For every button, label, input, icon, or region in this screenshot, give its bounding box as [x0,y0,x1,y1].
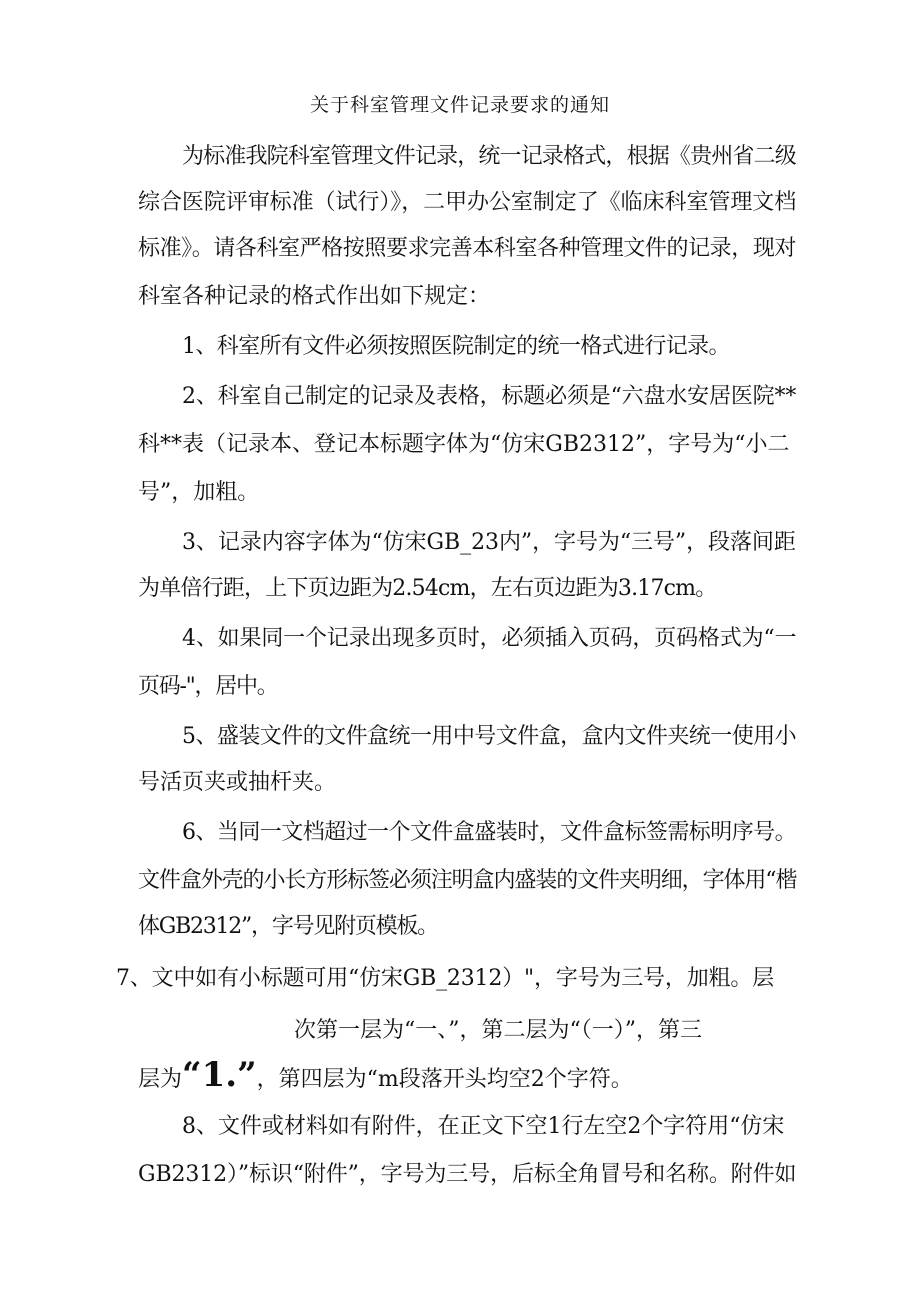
rule-item-6: 6、当同一文档超过一个文件盒盛装时，文件盒标签需标明序号。 [182,820,797,845]
paragraph-line: 综合医院评审标准（试行）》，二甲办公室制定了《临床科室管理文档 [138,190,797,215]
paragraph-line: 号”，加粗。 [138,480,260,505]
paragraph-line: 页码-"，居中。 [138,674,278,699]
rule-item-2: 2、科室自己制定的记录及表格，标题必须是“六盘水安居医院** [182,384,797,409]
paragraph-line: 为标准我院科室管理文件记录，统一记录格式，根据《贵州省二级 [182,144,796,169]
paragraph-line: GB2312）”标识“附件”，字号为三号，后标全角冒号和名称。附件如 [138,1162,797,1187]
paragraph-line: 次第一层为“一、”，第二层为“（一）”，第三 [294,1018,702,1043]
paragraph-line: 号活页夹或抽杆夹。 [138,770,337,795]
rule-item-4: 4、如果同一个记录出现多页时，必须插入页码，页码格式为“一 [182,626,797,651]
layer-suffix: ，第四层为“m段落开头均空2个字符。 [256,1067,633,1092]
rule-item-1: 1、科室所有文件必须按照医院制定的统一格式进行记录。 [182,334,730,359]
rule-item-7: 7、文中如有小标题可用“仿宋GB_2312）"，字号为三号，加粗。层 [116,966,774,991]
paragraph-line: 科**表（记录本、登记本标题字体为“仿宋GB2312”，字号为“小二 [138,432,790,457]
paragraph-line: 为单倍行距，上下页边距为2.54cm，左右页边距为3.17cm。 [138,576,717,601]
paragraph-line-layers [138,1055,633,1095]
rule-item-5: 5、盛装文件的文件盒统一用中号文件盒，盒内文件夹统一使用小 [182,724,797,749]
paragraph-line: 体GB2312”，字号见附页模板。 [138,914,438,939]
paragraph-line: 标准》。请各科室严格按照要求完善本科室各种管理文件的记录，现对 [138,236,796,261]
document-title: 关于科室管理文件记录要求的通知 [309,94,610,116]
rule-item-8: 8、文件或材料如有附件，在正文下空1行左空2个字符用“仿宋 [182,1114,785,1139]
layer-prefix: 层为 [138,1067,183,1092]
paragraph-line: 文件盒外壳的小长方形标签必须注明盒内盛装的文件夹明细，字体用“楷 [138,868,797,893]
paragraph-line: 科室各种记录的格式作出如下规定： [138,284,491,309]
rule-item-3: 3、记录内容字体为“仿宋GB_23内”，字号为“三号”，段落间距 [182,530,796,555]
layer-big-number: “1.” [182,1055,257,1095]
